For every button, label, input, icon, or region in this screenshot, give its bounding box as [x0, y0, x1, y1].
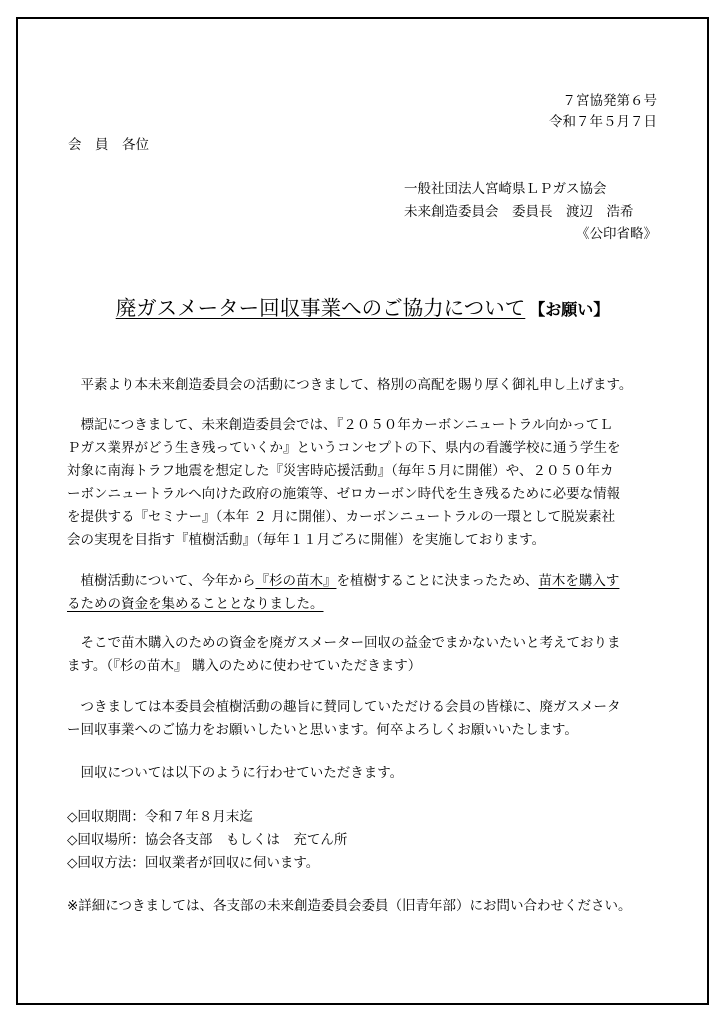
paragraph-planting: [67, 570, 619, 616]
paragraph-line: を提供する『セミナー』（本年 ２ 月に開催）、カーボンニュートラルの一環として脱炭素社: [67, 509, 616, 525]
title-subtitle: 【お願い】: [529, 300, 610, 319]
paragraph-line: つきましては本委員会植樹活動の趣旨に賛同していただける会員の皆様に、廃ガスメータ: [67, 699, 621, 715]
paragraph-greeting: [67, 374, 632, 397]
underlined-seedling: 『杉の苗木』: [255, 573, 337, 589]
document-number: ７宮協発第６号: [562, 93, 657, 109]
text-segment: を植樹することに決まったため、: [336, 573, 539, 589]
paragraph-activities: [67, 414, 621, 552]
contact-note: [67, 895, 632, 918]
paragraph-line: そこで苗木購入のための資金を廃ガスメーター回収の益金でまかないたいと考えておりま: [67, 635, 621, 651]
paragraph-line: 対象に南海トラフ地震を想定した『災害時応援活動』（毎年５月に開催）や、２０５０年カ: [67, 463, 614, 479]
paragraph-line: Ｐガス業界がどう生き残っていくか』というコンセプトの下、県内の看護学校に通う学生を: [67, 440, 621, 456]
detail-period: ◇回収期間：令和７年８月末迄: [67, 809, 253, 825]
paragraph-line: ー回収事業へのご協力をお願いしたいと思います。何卒よろしくお願いいたします。: [67, 722, 578, 738]
paragraph-funding: [67, 632, 621, 678]
paragraph-request: [67, 696, 621, 742]
paragraph-line: 回収については以下のように行わせていただきます。: [67, 765, 404, 781]
seal-omitted-note: 《公印省略》: [576, 226, 657, 242]
sender-organization: 一般社団法人宮崎県ＬＰガス協会: [404, 181, 607, 197]
paragraph-line: 平素より本未来創造委員会の活動につきまして、格別の高配を賜り厚く御礼申し上げます。: [67, 377, 633, 393]
title-main: 廃ガスメーター回収事業へのご協力について: [115, 296, 526, 320]
underlined-purpose-continued: るための資金を集めることとなりました。: [67, 596, 324, 612]
paragraph-line: ※詳細につきましては、各支部の未来創造委員会委員（旧青年部）にお問い合わせください。: [67, 898, 632, 914]
detail-location: ◇回収場所：協会各支部 もしくは 充てん所: [67, 832, 348, 848]
paragraph-collection-intro: [67, 762, 403, 785]
detail-method: ◇回収方法：回収業者が回収に伺います。: [67, 855, 320, 871]
paragraph-line: [67, 570, 619, 593]
sender-committee: 未来創造委員会 委員長 渡辺 浩希: [404, 204, 634, 220]
paragraph-line: ます。（『杉の苗木』 購入のために使わせていただきます）: [67, 658, 422, 674]
text-segment: 植樹活動について、今年から: [67, 573, 256, 589]
paragraph-line: 標記につきまして、未来創造委員会では、『２０５０年カーボンニュートラル向かってＬ: [67, 417, 613, 433]
underlined-purpose: 苗木を購入す: [538, 573, 620, 589]
paragraph-line: 会の実現を目指す『植樹活動』（毎年１１月ごろに開催）を実施しております。: [67, 532, 546, 548]
document-title: [0, 291, 725, 321]
recipient-line: 会 員 各位: [68, 137, 149, 153]
paragraph-line: ーボンニュートラルへ向けた政府の施策等、ゼロカーボン時代を生き残るために必要な情報: [67, 486, 621, 502]
document-date: 令和７年５月７日: [549, 114, 657, 130]
